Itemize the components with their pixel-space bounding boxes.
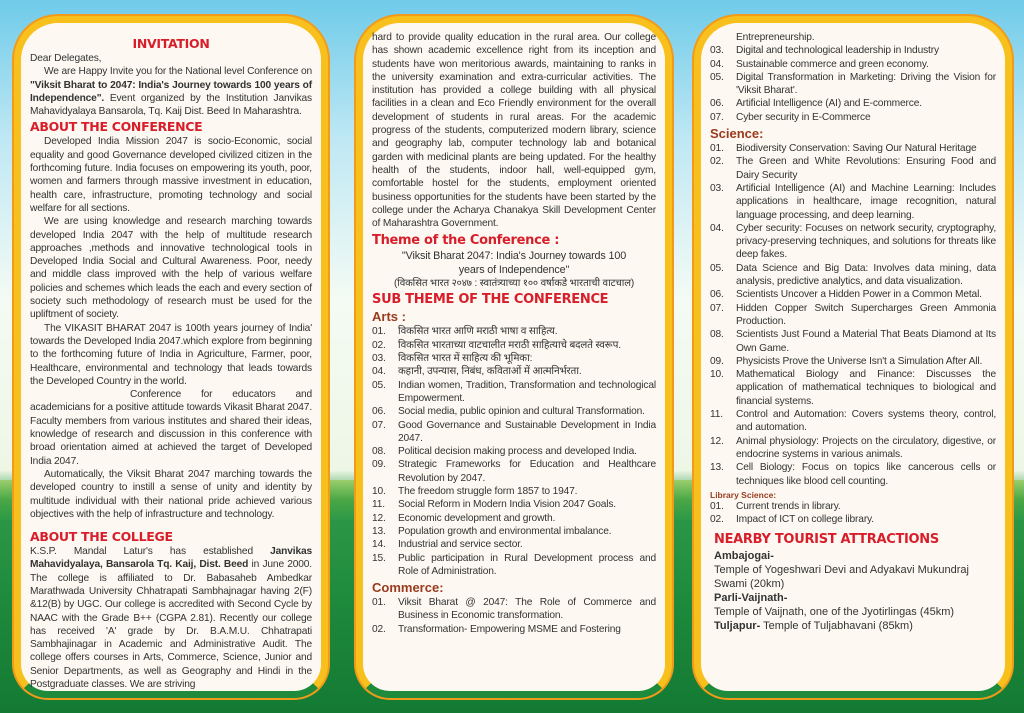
list-item	[372, 596, 656, 623]
item-text: Cyber security: Focuses on network security, cryptography, privacy-preserving techniques, and solutions for threats like deep fakes.	[736, 222, 996, 261]
item-number: 13.	[372, 525, 386, 537]
item-number: 04.	[710, 222, 724, 234]
theme-marathi: (विकसित भारत २०४७ : स्वातंत्र्याच्या १०० वर्षाकडे भारताची वाटचाल)	[393, 278, 635, 290]
conference-paragraph: We are using knowledge and research marching towards developed India 2047 with the help of multitude research approaches ,methods and innovative technological tools in Developed India Social and Cultural Awareness. Poor, needy and middle class improved with the help of various welfare policies and schemes which leads the each and every section of society such methodology of research must be used for the upliftment of society.	[30, 216, 312, 321]
list-item	[372, 525, 656, 538]
list-item	[710, 288, 996, 301]
item-number: 03.	[372, 353, 386, 365]
science-list	[710, 142, 996, 488]
conference-paragraph: The VIKASIT BHARAT 2047 is 100th years journey of India' towards the Developed India 2047.which explore from beginning to the forthcoming future of India in Agriculture, Farmer, poor, Healthcare, environmental and technology that leads towards the Developed Country in the world.	[30, 322, 312, 387]
item-number: 12.	[372, 512, 386, 524]
item-number: 03.	[710, 45, 724, 57]
place-desc: Temple of Tuljabhavani (85km)	[760, 620, 913, 633]
list-item	[710, 142, 996, 155]
list-item	[710, 44, 996, 57]
library-title: Library Science:	[710, 489, 777, 500]
item-text: Social Reform in Modern India Vision 2047 Goals.	[398, 499, 616, 511]
item-number: 01.	[710, 143, 724, 155]
item-text: Strategic Frameworks for Education and Healthcare Revolution by 2047.	[398, 459, 656, 484]
item-number: 09.	[372, 459, 386, 471]
item-text: The Green and White Revolutions: Ensuring Food and Dairy Security	[736, 156, 996, 181]
list-item	[372, 405, 656, 418]
item-text: Population growth and environmental imbalance.	[398, 525, 612, 537]
place-name: Parli-Vaijnath-	[714, 592, 788, 605]
list-item	[710, 368, 996, 408]
college-paragraph: K.S.P. Mandal Latur's has established Janvikas Mahavidyalaya, Bansarola Tq. Kaij, Dist. Beed in June 2000. The college is affiliated to Dr. Babasaheb Ambedkar Marathwada University Chhatrapati Sambhajnagar having 2(F) &12(B) by UGC. Our college is accredited with Second Cycle by NAAC with the Grade B++ (CGPA 2.81). Recently our college has received 'A' grade by Dr. B.A.M.U. Chhatrapati Sambhajinagar in Academic and Administrative Audit. The college offers courses in Arts, Commerce, Science, Junior and Senior Departments, as well as Geography and Hindi in the Postgraduate classes. We are striving	[30, 546, 312, 691]
list-item	[372, 485, 656, 498]
list-item	[710, 97, 996, 110]
item-text: Artificial Intelligence (AI) and Machine Learning: Includes applications in healthcare, image recognition, natural language processing, and deep learning.	[736, 182, 996, 221]
item-text: Current trends in library.	[736, 500, 841, 512]
list-item	[372, 365, 656, 378]
place-desc: Temple of Yogeshwari Devi and Adyakavi Mukundraj Swami (20km)	[714, 564, 969, 591]
list-item	[372, 445, 656, 458]
place-desc: Temple of Vaijnath, one of the Jyotirlingas (45km)	[714, 606, 955, 619]
sub-theme-title: SUB THEME OF THE CONFERENCE	[372, 292, 609, 308]
conference-paragraph: Developed India Mission 2047 is socio-Economic, social equality and good Governance developed civilized citizen in the forthcoming future. India focuses on empowering its youth, poor, women and farmers through massive investment in education, health care, infrastructure, promoting technology and social welfare for all sections.	[30, 136, 312, 214]
item-number: 01.	[372, 326, 386, 338]
item-text: Artificial Intelligence (AI) and E-commerce.	[736, 98, 922, 110]
list-item	[710, 513, 996, 526]
about-college-title: ABOUT THE COLLEGE	[30, 529, 173, 545]
item-text: Mathematical Biology and Finance: Discusses the application of mathematical techniques to biological and financial systems.	[736, 369, 996, 407]
list-item	[372, 552, 656, 579]
list-item	[710, 302, 996, 329]
item-text: Sustainable commerce and green economy.	[736, 58, 929, 70]
greeting: Dear Delegates,	[30, 53, 102, 64]
item-number: 02.	[372, 623, 386, 635]
panel-left	[14, 16, 328, 698]
about-conference-title: ABOUT THE CONFERENCE	[30, 119, 203, 135]
item-text: Economic development and growth.	[398, 512, 556, 524]
item-number: 07.	[710, 111, 724, 123]
item-text: Biodiversity Conservation: Saving Our Natural Heritage	[736, 143, 977, 155]
arts-title: Arts :	[372, 309, 406, 325]
tourist-list	[710, 549, 996, 633]
list-item	[710, 500, 996, 513]
item-text: Hidden Copper Switch Supercharges Green Ammonia Production.	[736, 302, 996, 327]
arts-list	[372, 325, 656, 578]
item-number: 04.	[372, 366, 386, 378]
list-item	[372, 512, 656, 525]
panel-right	[694, 16, 1012, 698]
item-text: Digital and technological leadership in Industry	[736, 45, 939, 57]
list-item	[710, 408, 996, 435]
item-number: 12.	[710, 435, 724, 447]
item-number: 07.	[710, 302, 724, 314]
item-text: Animal physiology: Projects on the circulatory, digestive, or endocrine systems in various animals.	[736, 435, 996, 460]
item-text: The freedom struggle form 1857 to 1947.	[398, 486, 578, 498]
item-number: 05.	[372, 379, 386, 391]
item-text: Scientists Just Found a Material That Beats Diamond at Its Own Game.	[736, 329, 996, 354]
item-number: 02.	[372, 339, 386, 351]
item-number: 03.	[710, 182, 724, 194]
item-text: Social media, public opinion and cultural Transformation.	[398, 406, 645, 418]
item-number: 05.	[710, 71, 724, 83]
item-number: 10.	[710, 369, 724, 381]
list-item	[710, 435, 996, 462]
theme-english: "Viksit Bharat 2047: India's Journey towards 100 years of Independence"	[401, 250, 627, 277]
commerce-item-continued: Entrepreneurship.	[736, 32, 815, 43]
list-item	[372, 325, 656, 338]
item-number: 06.	[710, 98, 724, 110]
item-number: 01.	[710, 500, 724, 512]
invitation-title: INVITATION	[132, 36, 210, 51]
item-text: Good Governance and Sustainable Development in India 2047.	[398, 419, 656, 444]
item-text: Physicists Prove the Universe Isn't a Simulation After All.	[736, 355, 983, 367]
list-item	[710, 155, 996, 182]
item-text: विकसित भारताच्या वाटचालीत मराठी साहित्याचे बदलते स्वरूप.	[398, 339, 621, 351]
item-number: 09.	[710, 355, 724, 367]
item-text: Political decision making process and developed India.	[398, 446, 637, 458]
item-text: Cyber security in E-Commerce	[736, 111, 871, 123]
item-number: 10.	[372, 486, 386, 498]
tourist-title: NEARBY TOURIST ATTRACTIONS	[714, 532, 939, 548]
item-text: Viksit Bharat @ 2047: The Role of Commerce and Business in Economic transformation.	[398, 597, 656, 622]
list-item	[710, 262, 996, 289]
place-name: Ambajogai-	[714, 550, 774, 563]
list-item	[372, 419, 656, 446]
science-title: Science:	[710, 126, 764, 142]
item-number: 02.	[710, 514, 724, 526]
item-number: 06.	[372, 406, 386, 418]
item-number: 04.	[710, 58, 724, 70]
item-text: Public participation in Rural Development process and Role of Administration.	[398, 552, 656, 577]
item-text: Data Science and Big Data: Involves data mining, data analysis, predictive analytics, and data visualization.	[736, 262, 996, 288]
item-number: 05.	[710, 262, 724, 274]
list-item	[372, 352, 656, 365]
item-text: Control and Automation: Covers systems theory, control, and automation.	[736, 409, 996, 434]
commerce-list	[372, 596, 656, 636]
list-item	[710, 355, 996, 368]
list-item	[372, 538, 656, 551]
item-number: 13.	[710, 462, 724, 474]
place-name: Tuljapur-	[714, 620, 761, 633]
item-number: 14.	[372, 539, 386, 551]
list-item	[710, 58, 996, 71]
item-text: कहानी, उपन्यास, निबंध, कविताओं में आत्मनिर्भरता.	[398, 366, 582, 378]
item-number: 02.	[710, 156, 724, 168]
list-item	[372, 458, 656, 485]
conference-paragraph: Automatically, the Viksit Bharat 2047 marching towards the developed country to instill a sense of unity and identity by multitude individual with their national pride achieved various objectives with the help of infrastructure and technology.	[30, 468, 312, 520]
invitation-text: We are Happy Invite you for the National level Conference on "Viksit Bharat to 2047: India's Journey towards 100 years of Independence". Event organized by the Institution Janvikas Mahavidyalaya Bansarola, Tq. Kaij Dist. Beed In Maharashtra.	[30, 66, 312, 118]
item-number: 11.	[372, 499, 385, 511]
item-text: विकसित भारत आणि मराठी भाषा व साहित्य.	[398, 326, 558, 338]
list-item	[710, 182, 996, 222]
list-item	[372, 498, 656, 511]
list-item	[710, 71, 996, 98]
item-number: 15.	[372, 552, 386, 564]
list-item	[710, 461, 996, 488]
item-number: 08.	[710, 329, 724, 341]
commerce-title: Commerce:	[372, 580, 444, 596]
item-text: Industrial and service sector.	[398, 539, 523, 551]
item-number: 01.	[372, 597, 386, 609]
list-item	[372, 339, 656, 352]
item-text: विकसित भारत में साहित्य की भूमिका:	[398, 353, 533, 365]
theme-title: Theme of the Conference :	[372, 233, 560, 249]
college-paragraph-continued: hard to provide quality education in the rural area. Our college has shown academic excellence right from its inception and students have won meritorious awards, maintaining to ranks in the university examination and extra-curricular activities. The institution has provided a college building with all physical facilities in a clean and Eco Friendly environment for the overall development of students in rural areas. For the academic progress of the students, computerized modern library, science and geography lab, computer technology lab and botanical garden with medicinal plants are being updated. For the healthy health of the students, indoor hall, well-equipped gym, comfortable hostel for the students, employment oriented business opportunities for the students have been started by the college under the Acharya Chanakya Skill Development Center of Maharashtra Government.	[372, 32, 656, 230]
library-list	[710, 500, 996, 527]
item-text: Digital Transformation in Marketing: Driving the Vision for 'Viksit Bharat'.	[736, 71, 996, 97]
item-text: Indian women, Tradition, Transformation and technological Empowerment.	[398, 379, 656, 404]
item-number: 07.	[372, 419, 386, 431]
item-text: Impact of ICT on college library.	[736, 514, 874, 526]
list-item	[710, 111, 996, 124]
list-item	[372, 379, 656, 406]
list-item	[710, 328, 996, 355]
panel-middle	[356, 16, 672, 698]
item-text: Scientists Uncover a Hidden Power in a Common Metal.	[736, 289, 982, 301]
item-text: Cell Biology: Focus on topics like cancerous cells or techniques like blood cell counting.	[736, 462, 996, 487]
list-item	[710, 222, 996, 262]
commerce-list-continued	[710, 44, 996, 124]
item-number: 06.	[710, 289, 724, 301]
item-number: 08.	[372, 446, 386, 458]
list-item	[372, 623, 656, 636]
conference-paragraph: Conference for educators and academicians for a positive attitude towards Vikasit Bharat 2047. Faculty members from various institutes and shared their ideas, knowledge of research and discussion in this conference with broad orientation aimed at achieved the target of Developed India 2047.	[30, 389, 312, 467]
item-text: Transformation- Empowering MSME and Fostering	[398, 623, 621, 635]
item-number: 11.	[710, 409, 723, 421]
